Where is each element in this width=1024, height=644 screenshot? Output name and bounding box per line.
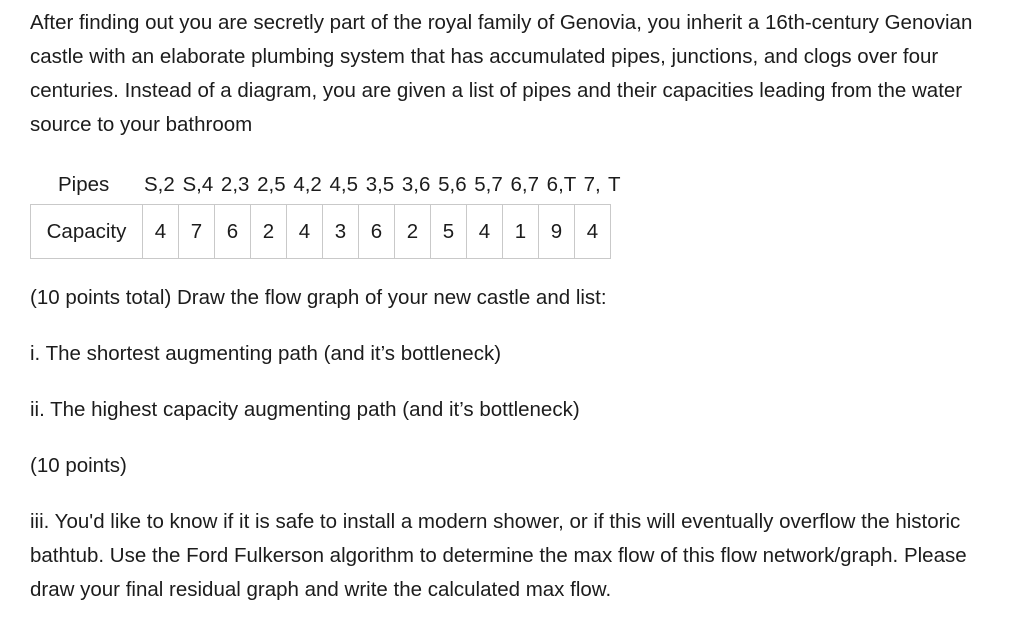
- question-ii: ii. The highest capacity augmenting path (and it’s bottleneck): [30, 398, 580, 421]
- capacity-value: 4: [575, 205, 611, 259]
- capacity-value: 3: [323, 205, 359, 259]
- pipes-list: S,2 S,4 2,3 2,5 4,2 4,5 3,5 3,6 5,6 5,7 6,7 6,T 7, T: [144, 173, 621, 196]
- capacity-value: 6: [359, 205, 395, 259]
- capacity-value: 1: [503, 205, 539, 259]
- capacity-value: 5: [431, 205, 467, 259]
- capacity-value: 2: [251, 205, 287, 259]
- capacity-value: 9: [539, 205, 575, 259]
- capacity-value: 2: [395, 205, 431, 259]
- capacity-value: 4: [287, 205, 323, 259]
- capacity-value: 4: [143, 205, 179, 259]
- capacity-table: [30, 204, 611, 259]
- capacity-row: [31, 205, 611, 259]
- question-points: (10 points): [30, 454, 127, 477]
- intro-paragraph: After finding out you are secretly part of the royal family of Genovia, you inherit a 16th-century Genovian castle with an elaborate plumbing system that has accumulated pipes, junctions, and clogs over four centuries. Instead of a diagram, you are given a list of pipes and their capacities leading from the water source to your bathroom: [30, 11, 973, 136]
- pipes-label: Pipes: [58, 173, 110, 196]
- capacity-value: 4: [467, 205, 503, 259]
- pipes-row: [58, 172, 994, 198]
- capacity-value: 6: [215, 205, 251, 259]
- question-iii: iii. You'd like to know if it is safe to install a modern shower, or if this will eventually overflow the historic bathtub. Use the Ford Fulkerson algorithm to determine the max flow of this flow network/graph. Please draw your final residual graph and write the calculated max flow.: [30, 510, 967, 601]
- capacity-value: 7: [179, 205, 215, 259]
- question-total: (10 points total) Draw the flow graph of your new castle and list:: [30, 286, 607, 309]
- question-i: i. The shortest augmenting path (and it’s bottleneck): [30, 342, 502, 365]
- capacity-label: Capacity: [31, 205, 143, 259]
